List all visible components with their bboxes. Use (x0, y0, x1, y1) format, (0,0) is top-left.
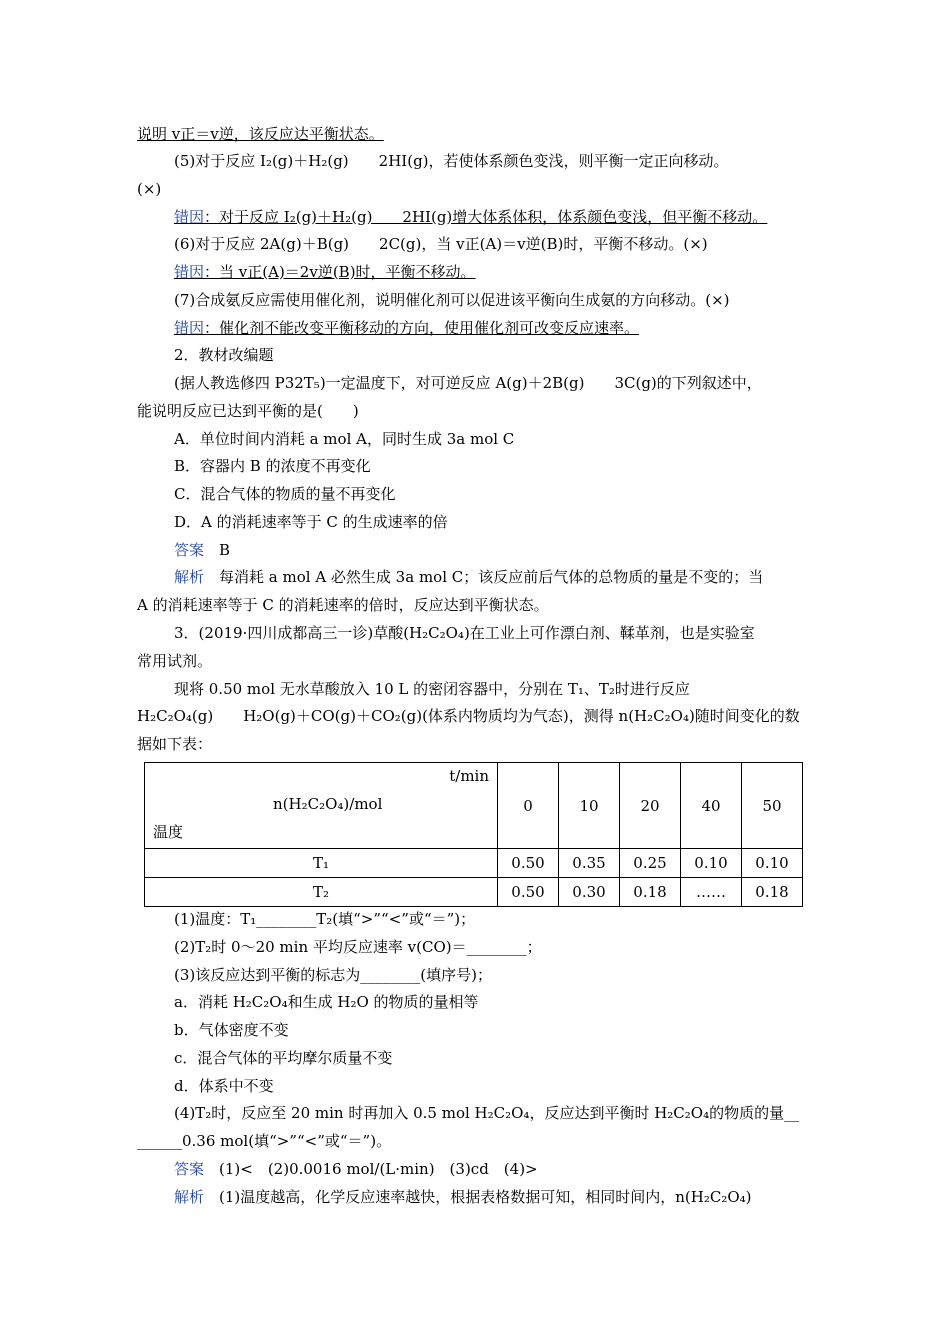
question-heading: 3．(2019·四川成都高三一诊)草酸(H₂C₂O₄)在工业上可作漂白剂、鞣革剂，也是实验室 (174, 624, 755, 642)
option-c: c．混合气体的平均摩尔质量不变 (174, 1049, 393, 1067)
explanation-line: 解析 每消耗 a mol A 必然生成 3a mol C；该反应前后气体的总物质的量是不变的；当 (174, 568, 764, 586)
data-table (144, 762, 803, 907)
text-line: H₂C₂O₄(g) H₂O(g)＋CO(g)＋CO₂(g)(体系内物质均为气态)，测得 n(H₂C₂O₄)随时间变化的数 (137, 707, 800, 725)
text-line: (5)对于反应 I₂(g)＋H₂(g) 2HI(g)，若使体系颜色变浅，则平衡一定正向移动。 (174, 152, 729, 170)
label-tag: 错因 (174, 319, 205, 337)
error-reason: 错因：当 v正(A)＝2v逆(B)时，平衡不移动。 (174, 263, 476, 281)
option-c: C．混合气体的物质的量不再变化 (174, 485, 396, 503)
explanation-line: A 的消耗速率等于 C 的消耗速率的倍时，反应达到平衡状态。 (137, 596, 549, 614)
text-line: 现将 0.50 mol 无水草酸放入 10 L 的密闭容器中，分别在 T₁、T₂时进行反应 (174, 680, 690, 698)
option-b: B．容器内 B 的浓度不再变化 (174, 457, 371, 475)
option-b: b．气体密度不变 (174, 1021, 289, 1039)
table-cell: 0.50 (498, 849, 559, 878)
table-cell: …… (681, 878, 742, 907)
row-label: T₂ (145, 878, 498, 907)
header-temperature-label: 温度 (153, 823, 184, 841)
table-cell: 0.18 (742, 878, 803, 907)
table-cell: 0.18 (620, 878, 681, 907)
option-d: d．体系中不变 (174, 1077, 274, 1095)
label-tag: 解析 (174, 568, 205, 586)
table-cell: 0.35 (559, 849, 620, 878)
error-reason: 错因：催化剂不能改变平衡移动的方向，使用催化剂可改变反应速率。 (174, 319, 640, 337)
text-line: ______0.36 mol(填“>”“<”或“＝”)。 (137, 1132, 392, 1150)
row-label: T₁ (145, 849, 498, 878)
label-tag: 解析 (174, 1188, 205, 1206)
text-line: (据人教选修四 P32T₅)一定温度下，对可逆反应 A(g)＋2B(g) 3C(g)的下列叙述中， (174, 374, 762, 392)
text-line: 据如下表： (137, 735, 213, 753)
table-cell: 0.25 (620, 849, 681, 878)
table-cell: 0.10 (742, 849, 803, 878)
text-line: (×) (137, 180, 162, 198)
option-d: D．A 的消耗速率等于 C 的生成速率的倍 (174, 513, 448, 531)
table-header-corner (145, 763, 498, 849)
table-row (145, 849, 803, 878)
time-header: 0 (498, 763, 559, 849)
label-tag: 答案 (174, 1160, 205, 1178)
explanation-line: 解析 (1)温度越高，化学反应速率越快，根据表格数据可知，相同时间内，n(H₂C₂O₄) (174, 1188, 752, 1206)
text-line: 说明 v正＝v逆，该反应达平衡状态。 (137, 125, 384, 143)
text-line: 常用试剂。 (137, 652, 213, 670)
time-header: 20 (620, 763, 681, 849)
sub-question: (1)温度：T₁________T₂(填“>”“<”或“＝”)； (174, 910, 476, 928)
label-tag: 答案 (174, 541, 205, 559)
label-tag: 错因 (174, 208, 205, 226)
error-reason: 错因：对于反应 I₂(g)＋H₂(g) 2HI(g)增大体系体积，体系颜色变浅，但平衡不移动。 (174, 208, 768, 226)
answer-line: 答案 (1)< (2)0.0016 mol/(L·min) (3)cd (4)> (174, 1160, 538, 1178)
table-cell: 0.30 (559, 878, 620, 907)
sub-question: (2)T₂时 0～20 min 平均反应速率 v(CO)＝________； (174, 938, 542, 956)
text-line: 能说明反应已达到平衡的是( ) (137, 402, 359, 420)
table-cell: 0.10 (681, 849, 742, 878)
time-header: 50 (742, 763, 803, 849)
option-a: A．单位时间内消耗 a mol A，同时生成 3a mol C (174, 430, 515, 448)
sub-question: (4)T₂时，反应至 20 min 时再加入 0.5 mol H₂C₂O₄，反应达到平衡时 H₂C₂O₄的物质的量__ (174, 1104, 800, 1122)
table-row (145, 878, 803, 907)
time-header: 10 (559, 763, 620, 849)
text-line: (7)合成氨反应需使用催化剂，说明催化剂可以促进该平衡向生成氨的方向移动。(×) (174, 291, 730, 309)
question-heading: 2．教材改编题 (174, 346, 274, 364)
time-header: 40 (681, 763, 742, 849)
header-time-label: t/min (449, 767, 489, 785)
label-tag: 错因 (174, 263, 205, 281)
option-a: a．消耗 H₂C₂O₄和生成 H₂O 的物质的量相等 (174, 993, 479, 1011)
header-amount-label: n(H₂C₂O₄)/mol (273, 795, 383, 813)
table-cell: 0.50 (498, 878, 559, 907)
answer-line: 答案 B (174, 541, 231, 559)
text-line: (6)对于反应 2A(g)＋B(g) 2C(g)，当 v正(A)＝v逆(B)时，平衡不移动。(×) (174, 235, 708, 253)
sub-question: (3)该反应达到平衡的标志为________(填序号)； (174, 966, 492, 984)
